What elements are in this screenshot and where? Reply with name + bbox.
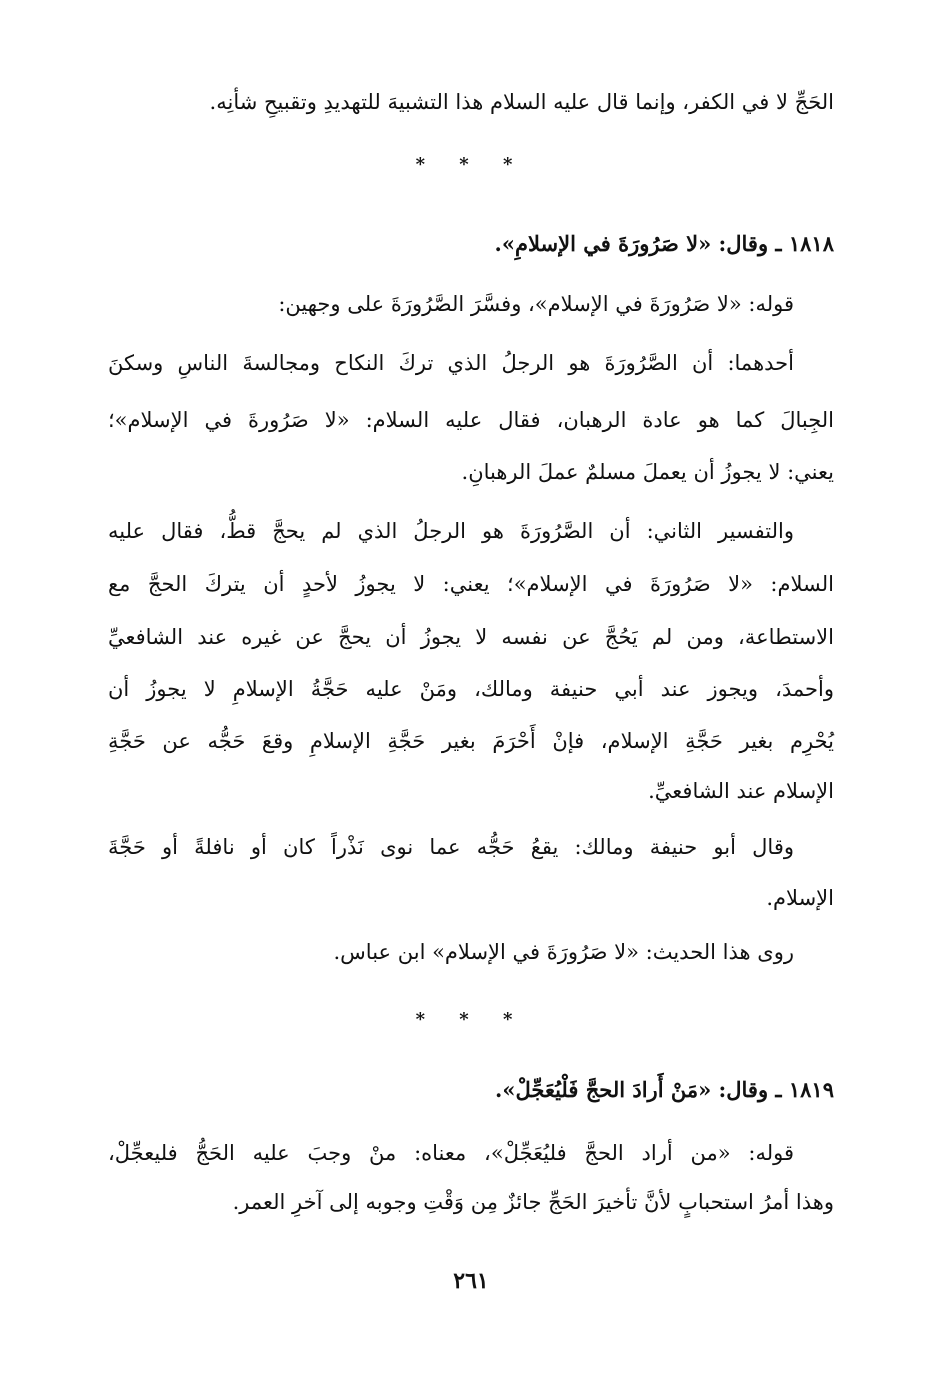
text-line: الاستطاعة، ومن لم يَحُجَّ عن نفسه لا يجوزُ أن يحجَّ عن غيره عند الشافعيِّ xyxy=(108,625,834,649)
text-line: قوله: «من أراد الحجَّ فليُعَجِّلْ»، معناه: منْ وجبَ عليه الحَجُّ فليعجِّلْ، xyxy=(108,1141,794,1165)
hadith-heading: ١٨١٩ ـ وقال: «مَنْ أَرادَ الحجَّ فَلْيُعَجِّلْ». xyxy=(495,1077,834,1102)
text-line: الإسلام. xyxy=(766,886,834,910)
text-line: الإسلام عند الشافعيِّ. xyxy=(648,779,834,803)
text-line: الجِبالَ كما هو عادة الرهبان، فقال عليه السلام: «لا صَرُورةَ في الإسلام»؛ xyxy=(108,408,834,432)
text-line: روى هذا الحديث: «لا صَرُورَةَ في الإسلام» ابن عباس. xyxy=(333,940,794,964)
text-line: قوله: «لا صَرُورَةَ في الإسلام»، وفسَّرَ الصَّرُورَةَ على وجهين: xyxy=(278,292,794,316)
text-line: وأحمدَ، ويجوز عند أبي حنيفة ومالك، ومَنْ عليه حَجَّةُ الإسلامِ لا يجوزُ أن xyxy=(108,677,834,701)
page-number: ٢٦١ xyxy=(453,1268,489,1294)
text-line: أحدهما: أن الصَّرُورَةَ هو الرجلُ الذي تركَ النكاح ومجالسةَ الناسِ وسكنَ xyxy=(108,351,794,375)
text-line: يعني: لا يجوزُ أن يعملَ مسلمٌ عملَ الرهبانِ. xyxy=(461,460,834,484)
text-line: والتفسير الثاني: أن الصَّرُورَةَ هو الرجلُ الذي لم يحجَّ قطُّ، فقال عليه xyxy=(108,519,794,543)
section-separator: * * * xyxy=(415,1009,527,1030)
section-separator: * * * xyxy=(415,154,527,175)
text-line: يُحْرِم بغير حَجَّةِ الإسلام، فإنْ أَحْرَمَ بغير حَجَّةِ الإسلامِ وقعَ حَجُّه عن حَجَّةِ xyxy=(108,729,834,753)
text-line: الحَجِّ لا في الكفر، وإنما قال عليه السلام هذا التشبيهَ للتهديدِ وتقبيحِ شأنِه. xyxy=(209,90,834,114)
text-line: وهذا أمرُ استحبابٍ لأنَّ تأخيرَ الحَجِّ جائزٌ مِن وَقْتِ وجوبه إلى آخرِ العمر. xyxy=(232,1190,834,1214)
text-line: السلام: «لا صَرُورَةَ في الإسلام»؛ يعني: لا يجوزُ لأحدٍ أن يتركَ الحجَّ مع xyxy=(108,572,834,596)
hadith-heading: ١٨١٨ ـ وقال: «لا صَرُورَةَ في الإسلامِ». xyxy=(494,231,834,256)
text-line: وقال أبو حنيفة ومالك: يقعُ حَجُّه عما نوى نَذْراً كان أو نافلةً أو حَجَّةَ xyxy=(108,835,794,859)
